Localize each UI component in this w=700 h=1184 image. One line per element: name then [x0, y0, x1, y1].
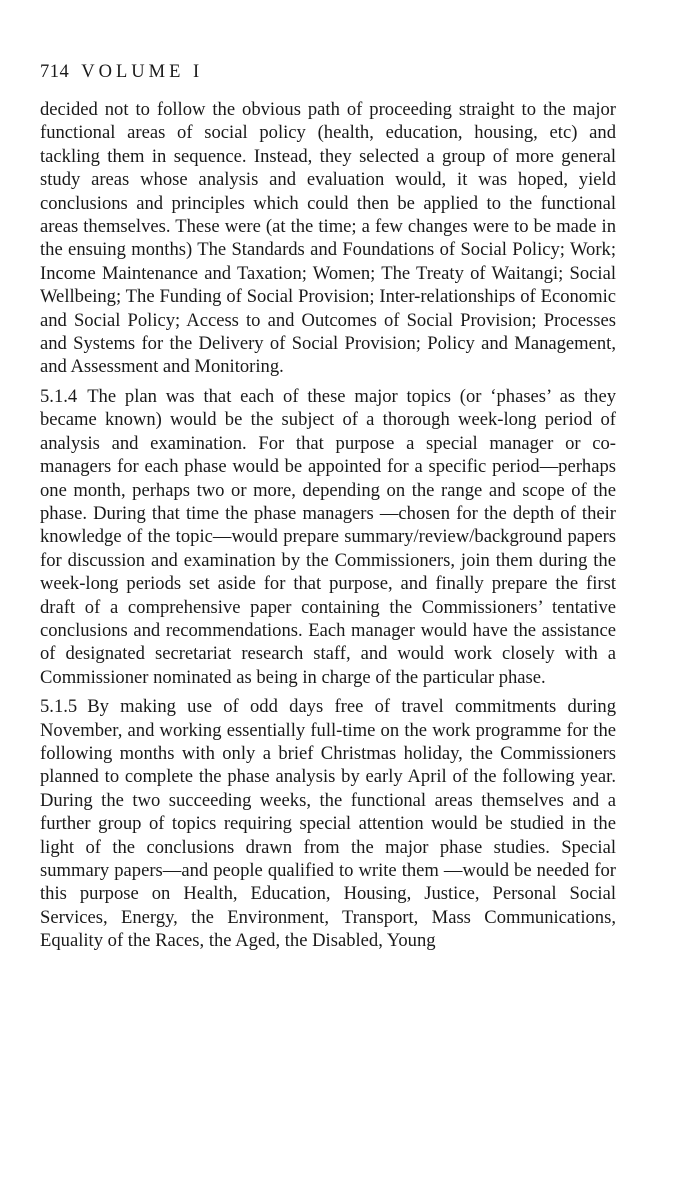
body-text — [40, 98, 616, 953]
paragraph-number: 5.1.5 — [40, 696, 78, 718]
paragraph-continued — [40, 98, 616, 379]
paragraph-text: decided not to follow the obvious path of proceeding straight to the major functional areas of social policy (health, education, housing, etc) and tackling them in sequence. Instead, they selected a group of more general study areas whose analysis and evaluation would, it was hoped, yield conclusions and principles which could then be applied to the functional areas themselves. These were (at the time; a few changes were to be made in the ensuing months) The Standards and Foundations of Social Policy; Work; Income Maintenance and Taxation; Women; The Treaty of Waitangi; Social Wellbeing; The Funding of Social Provision; Inter-relationships of Economic and Social Policy; Access to and Outcomes of Social Provision; Processes and Systems for the Delivery of Social Provision; Policy and Management, and Assessment and Monitoring. — [40, 99, 616, 378]
running-title: VOLUME I — [81, 62, 204, 82]
paragraph-5-1-4 — [40, 385, 616, 689]
page-number: 714 — [40, 62, 70, 82]
running-head — [40, 60, 616, 84]
paragraph-number: 5.1.4 — [40, 385, 78, 407]
paragraph-text: By making use of odd days free of travel commitments during November, and working essentially full-time on the work programme for the following months with only a brief Christmas holiday, the Commissioners planned to complete the phase analysis by early April of the following year. During the two succeeding weeks, the functional areas themselves and a further group of topics requiring special attention would be studied in the light of the conclusions drawn from the major phase studies. Special summary papers—and people qualified to write them —would be needed for this purpose on Health, Education, Housing, Justice, Personal Social Services, Energy, the Environment, Transport, Mass Communications, Equality of the Races, the Aged, the Disabled, Young — [40, 696, 616, 952]
paragraph-5-1-5 — [40, 695, 616, 952]
paragraph-text: The plan was that each of these major topics (or ‘phases’ as they became known) would be the subject of a thorough week-long period of analysis and examination. For that purpose a special manager or co-managers for each phase would be appointed for a specific period—perhaps one month, perhaps two or more, depending on the range and scope of the phase. During that time the phase managers —chosen for the depth of their knowledge of the topic—would prepare summary/review/background papers for discussion and examination by the Commissioners, join them during the week-long periods set aside for that purpose, and finally prepare the first draft of a comprehensive paper containing the Commissioners’ tentative conclusions and recommendations. Each manager would have the assistance of designated secretariat research staff, and would work closely with a Commissioner nominated as being in charge of the particular phase. — [40, 385, 616, 688]
